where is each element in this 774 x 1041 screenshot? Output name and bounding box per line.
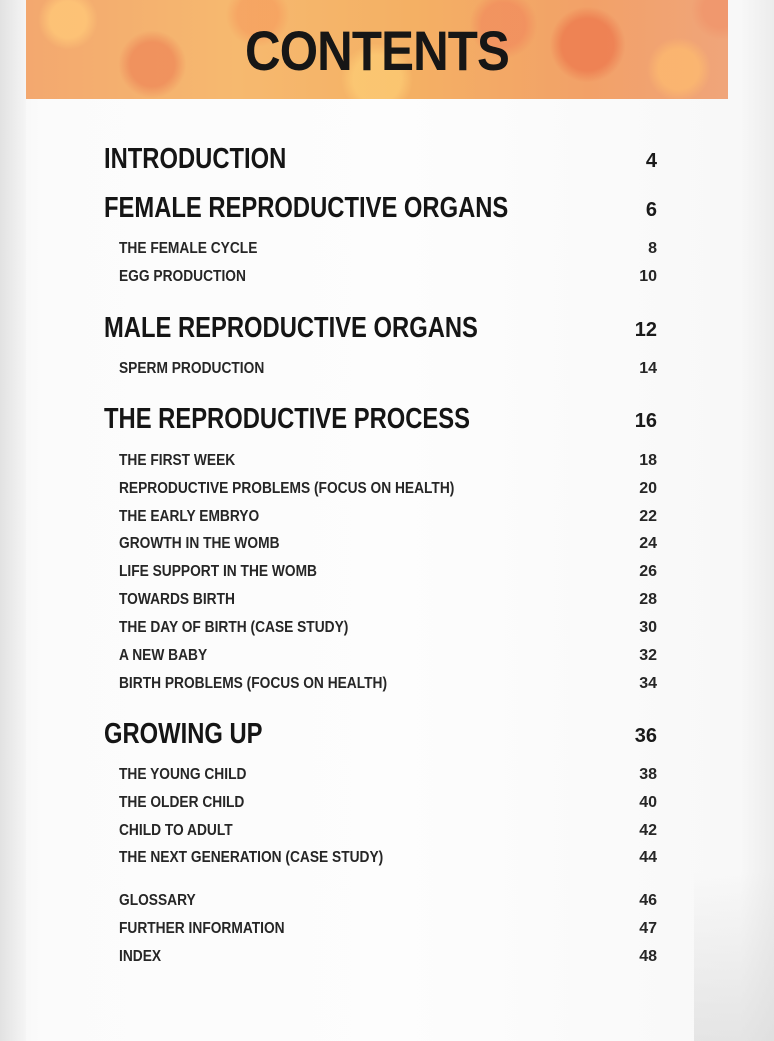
header-banner — [26, 0, 728, 99]
toc-entry-page: 10 — [639, 268, 657, 285]
toc-entry-page: 46 — [639, 892, 657, 909]
toc-entry-page: 42 — [639, 822, 657, 839]
toc-entry-male-reproductive-organs[interactable] — [0, 311, 774, 345]
toc-entry-title: TOWARDS BIRTH — [119, 591, 235, 608]
toc-subentry-young-child[interactable] — [0, 764, 774, 786]
toc-entry-page: 22 — [639, 508, 657, 525]
toc-entry-page: 14 — [639, 360, 657, 377]
toc-entry-title: GROWING UP — [104, 718, 263, 750]
toc-subentry-first-week[interactable] — [0, 450, 774, 472]
toc-entry-page: 34 — [639, 675, 657, 692]
toc-entry-female-reproductive-organs[interactable] — [0, 191, 774, 225]
toc-entry-title: A NEW BABY — [119, 647, 208, 664]
toc-entry-page: 40 — [639, 794, 657, 811]
toc-entry-page: 24 — [639, 535, 657, 552]
toc-entry-page: 48 — [639, 948, 657, 965]
toc-entry-title: CHILD TO ADULT — [119, 822, 233, 839]
toc-subentry-birth-problems[interactable] — [0, 673, 774, 695]
toc-subentry-life-support[interactable] — [0, 561, 774, 583]
toc-entry-page: 47 — [639, 920, 657, 937]
toc-entry-page: 6 — [645, 199, 657, 221]
toc-subentry-older-child[interactable] — [0, 792, 774, 814]
toc-entry-title: SPERM PRODUCTION — [119, 360, 265, 377]
toc-subentry-reproductive-problems[interactable] — [0, 478, 774, 500]
toc-entry-title: THE FEMALE CYCLE — [119, 240, 258, 257]
toc-entry-page: 36 — [634, 725, 657, 747]
toc-entry-page: 38 — [639, 766, 657, 783]
toc-entry-page: 44 — [639, 849, 657, 866]
toc-entry-page: 26 — [639, 563, 657, 580]
toc-entry-title: EGG PRODUCTION — [119, 268, 246, 285]
toc-subentry-towards-birth[interactable] — [0, 589, 774, 611]
toc-subentry-early-embryo[interactable] — [0, 506, 774, 528]
toc-entry-title: THE OLDER CHILD — [119, 794, 245, 811]
toc-entry-title: FURTHER INFORMATION — [119, 920, 285, 937]
toc-subentry-egg-production[interactable] — [0, 266, 774, 288]
toc-entry-introduction[interactable] — [0, 142, 774, 176]
toc-entry-title: INDEX — [119, 948, 162, 965]
toc-entry-title: INTRODUCTION — [104, 143, 287, 175]
toc-entry-page: 20 — [639, 480, 657, 497]
toc-entry-title: THE REPRODUCTIVE PROCESS — [104, 403, 471, 435]
toc-entry-title: LIFE SUPPORT IN THE WOMB — [119, 563, 317, 580]
toc-entry-title: BIRTH PROBLEMS (FOCUS ON HEALTH) — [119, 675, 388, 692]
toc-subentry-sperm-production[interactable] — [0, 358, 774, 380]
toc-entry-title: MALE REPRODUCTIVE ORGANS — [104, 312, 478, 344]
toc-entry-title: THE FIRST WEEK — [119, 452, 236, 469]
toc-entry-title: THE YOUNG CHILD — [119, 766, 247, 783]
toc-entry-title: THE DAY OF BIRTH (CASE STUDY) — [119, 619, 349, 636]
toc-entry-page: 28 — [639, 591, 657, 608]
toc-entry-page: 12 — [634, 319, 657, 341]
toc-entry-title: THE NEXT GENERATION (CASE STUDY) — [119, 849, 384, 866]
toc-entry-page: 30 — [639, 619, 657, 636]
toc-subentry-new-baby[interactable] — [0, 645, 774, 667]
toc-entry-further-information[interactable] — [0, 918, 774, 940]
toc-subentry-next-generation[interactable] — [0, 847, 774, 869]
toc-entry-page: 16 — [634, 410, 657, 432]
toc-subentry-female-cycle[interactable] — [0, 238, 774, 260]
page-title: CONTENTS — [245, 19, 509, 82]
toc-entry-title: REPRODUCTIVE PROBLEMS (FOCUS ON HEALTH) — [119, 480, 455, 497]
toc-subentry-day-of-birth[interactable] — [0, 617, 774, 639]
toc-entry-page: 18 — [639, 452, 657, 469]
toc-entry-reproductive-process[interactable] — [0, 402, 774, 436]
toc-entry-glossary[interactable] — [0, 890, 774, 912]
toc-entry-page: 4 — [645, 150, 657, 172]
toc-entry-title: GROWTH IN THE WOMB — [119, 535, 280, 552]
toc-subentry-growth-in-womb[interactable] — [0, 533, 774, 555]
toc-entry-title: THE EARLY EMBRYO — [119, 508, 260, 525]
toc-subentry-child-to-adult[interactable] — [0, 820, 774, 842]
toc-entry-title: FEMALE REPRODUCTIVE ORGANS — [104, 192, 509, 224]
toc-entry-page: 8 — [648, 240, 657, 257]
toc-entry-index[interactable] — [0, 946, 774, 968]
toc-entry-title: GLOSSARY — [119, 892, 196, 909]
toc-entry-page: 32 — [639, 647, 657, 664]
toc-entry-growing-up[interactable] — [0, 717, 774, 751]
